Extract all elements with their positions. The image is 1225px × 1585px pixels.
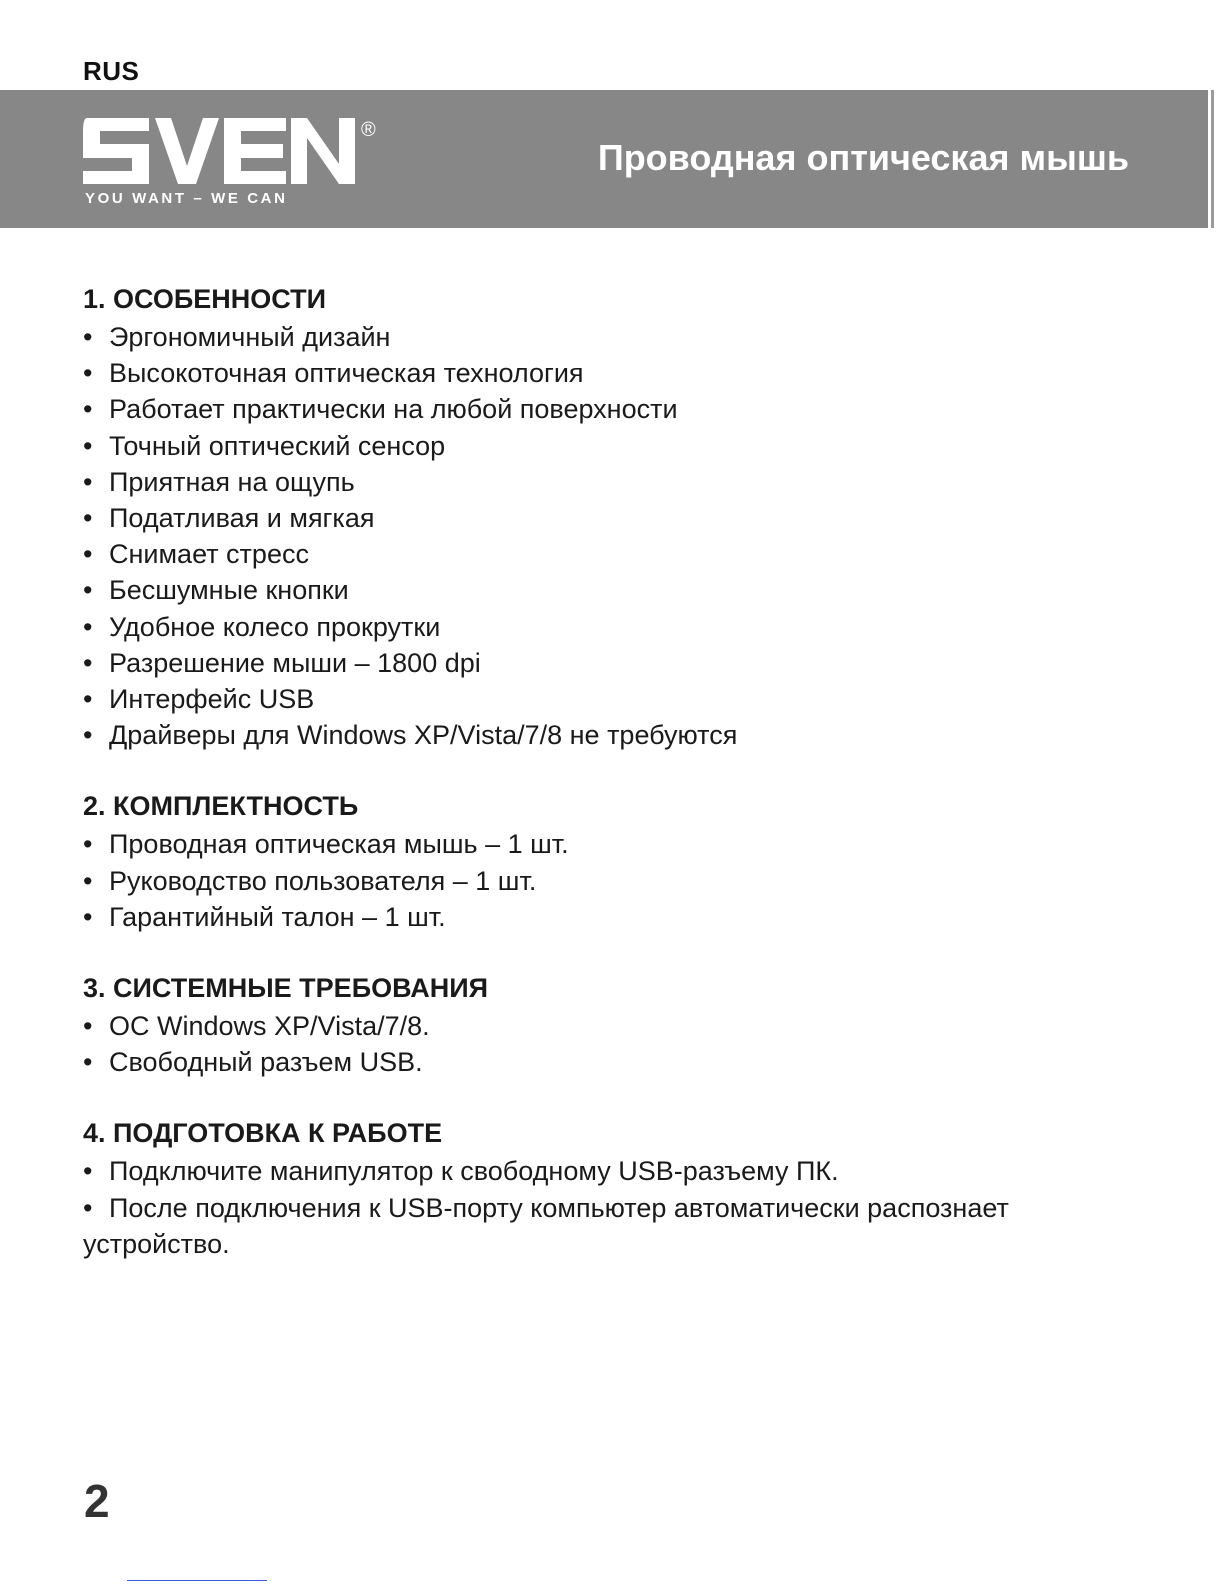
bullet-icon: • <box>83 503 93 534</box>
bullet-icon: • <box>83 1192 93 1223</box>
list-item-text: Высокоточная оптическая технология <box>109 358 584 389</box>
list-item-text: Свободный разъем USB. <box>109 1047 423 1078</box>
bullet-icon: • <box>83 394 93 425</box>
list-item-text: Проводная оптическая мышь – 1 шт. <box>109 829 569 860</box>
list-item <box>83 609 1133 645</box>
bullet-icon: • <box>83 358 93 389</box>
list-item-text: Разрешение мыши – 1800 dpi <box>109 647 481 678</box>
bullet-icon: • <box>83 1011 93 1042</box>
section-heading: 4. ПОДГОТОВКА К РАБОТЕ <box>83 1118 443 1149</box>
footer-line <box>127 1580 267 1581</box>
list-item <box>83 428 1133 464</box>
bullet-icon: • <box>83 430 93 461</box>
bullet-icon: • <box>83 466 93 497</box>
bullet-icon: • <box>83 901 93 932</box>
list-item-text: Работает практически на любой поверхности <box>109 394 678 425</box>
list-item <box>83 1153 1133 1189</box>
bullet-icon: • <box>83 829 93 860</box>
document-title: Проводная оптическая мышь <box>597 137 1129 178</box>
list-item-text: Снимает стресс <box>109 539 309 570</box>
document-body <box>83 282 1133 1298</box>
list-item <box>83 863 1133 899</box>
list-item-text: Бесшумные кнопки <box>109 575 349 606</box>
list-item <box>83 1008 1133 1044</box>
header-band-edge <box>1211 90 1214 228</box>
list-item <box>83 826 1133 862</box>
bullet-icon: • <box>83 865 93 896</box>
list-item <box>83 464 1133 500</box>
list-item <box>83 645 1133 681</box>
section-system-requirements <box>83 971 1133 1080</box>
bullet-icon: • <box>83 322 93 352</box>
list-item <box>83 391 1133 427</box>
bullet-icon: • <box>83 647 93 678</box>
sven-logo-wordmark-icon <box>83 118 355 184</box>
section-preparation <box>83 1116 1133 1262</box>
bullet-icon: • <box>83 575 93 606</box>
bullet-icon: • <box>83 684 93 715</box>
list-item-text: Руководство пользователя – 1 шт. <box>109 865 537 896</box>
package-list <box>83 826 1133 935</box>
list-item-text: Эргономичный дизайн <box>109 322 391 352</box>
page-number: 2 <box>84 1475 111 1527</box>
list-item-text: Податливая и мягкая <box>109 503 375 534</box>
requirements-list <box>83 1008 1133 1080</box>
list-item <box>83 1044 1133 1080</box>
bullet-icon: • <box>83 1047 93 1078</box>
sven-logo <box>83 118 393 213</box>
list-item-text: Удобное колесо прокрутки <box>109 611 441 642</box>
registered-mark: ® <box>361 119 376 141</box>
section-heading: 3. СИСТЕМНЫЕ ТРЕБОВАНИЯ <box>83 973 489 1004</box>
list-item <box>83 1190 1133 1262</box>
section-features <box>83 282 1133 753</box>
features-list <box>83 319 1133 753</box>
list-item <box>83 572 1133 608</box>
bullet-icon: • <box>83 539 93 570</box>
section-package-contents <box>83 789 1133 935</box>
bullet-icon: • <box>83 1156 93 1187</box>
bullet-icon: • <box>83 611 93 642</box>
list-item-text: Интерфейс USB <box>109 684 315 715</box>
list-item <box>83 899 1133 935</box>
list-item-text: Подключите манипулятор к свободному USB-разъему ПК. <box>109 1156 839 1187</box>
list-item-text: Приятная на ощупь <box>109 466 355 497</box>
language-label: RUS <box>83 56 140 86</box>
list-item-text: ОС Windows XP/Vista/7/8. <box>109 1011 430 1042</box>
section-heading: 2. КОМПЛЕКТНОСТЬ <box>83 791 359 822</box>
preparation-list <box>83 1153 1133 1262</box>
section-heading: 1. ОСОБЕННОСТИ <box>83 284 326 314</box>
list-item <box>83 717 1133 753</box>
list-item <box>83 536 1133 572</box>
list-item <box>83 500 1133 536</box>
list-item-text: Гарантийный талон – 1 шт. <box>109 901 446 932</box>
list-item-text: Точный оптический сенсор <box>109 430 446 461</box>
list-item-text: Драйверы для Windows XP/Vista/7/8 не требуются <box>109 720 738 751</box>
list-item <box>83 355 1133 391</box>
list-item-text: После подключения к USB-порту компьютер автоматически распознает устройство. <box>83 1192 1009 1259</box>
bullet-icon: • <box>83 720 93 751</box>
list-item <box>83 681 1133 717</box>
list-item <box>83 319 1133 355</box>
logo-tagline: YOU WANT – WE CAN <box>85 190 288 207</box>
